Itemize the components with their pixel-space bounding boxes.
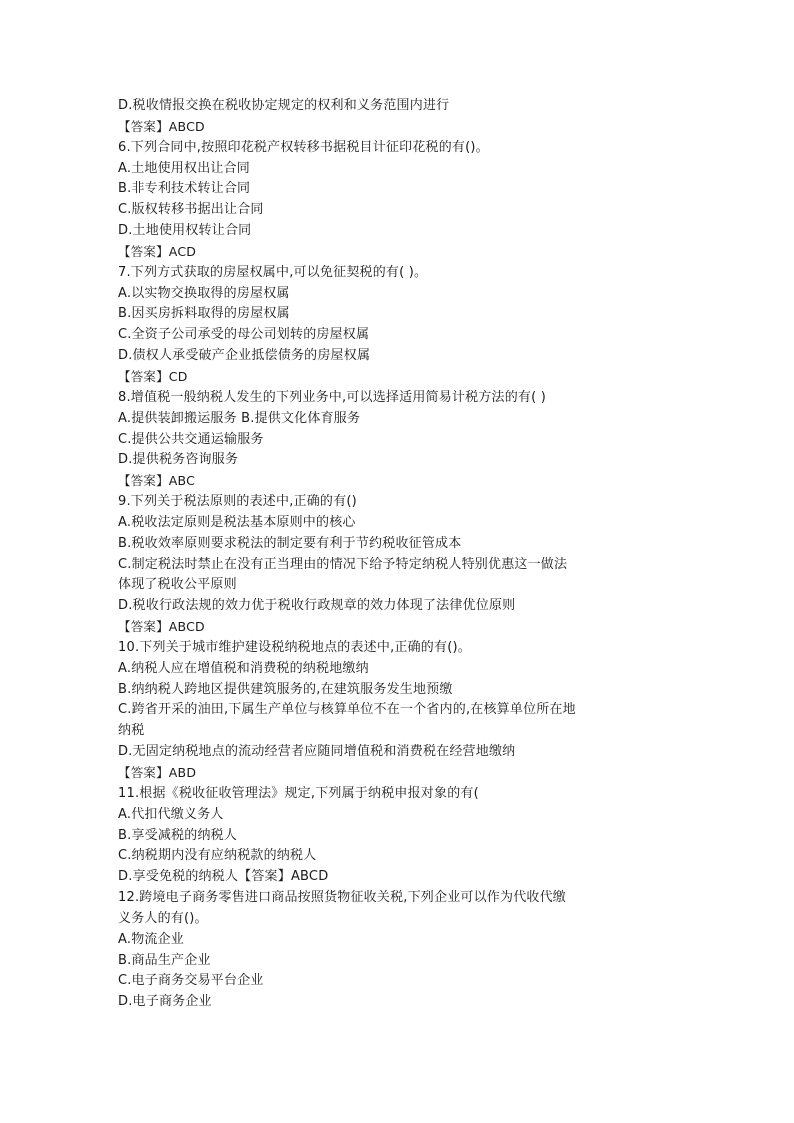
option-d-q10: D.无固定纳税地点的流动经营者应随同增值税和消费税在经营地缴纳 [118,744,516,760]
option-a-q6: A.土地使用权出让合同 [118,160,250,176]
answer-q7: 【答案】CD [118,368,188,384]
question-12-cont: 义务人的有()。 [118,910,208,926]
answer-q5: 【答案】ABCD [118,118,205,134]
option-ab-q8: A.提供装卸搬运服务 B.提供文化体育服务 [118,410,361,426]
answer-q8: 【答案】ABC [118,473,196,489]
question-9: 9.下列关于税法原则的表述中,正确的有() [118,494,357,510]
option-d-q6: D.土地使用权转让合同 [118,223,252,239]
option-c-q9: C.制定税法时禁止在没有正当理由的情况下给予特定纳税人特别优惠这一做法 [118,556,568,572]
option-d-q5: D.税收情报交换在税收协定规定的权利和义务范围内进行 [118,98,450,113]
option-d-q12: D.电子商务企业 [118,994,212,1010]
answer-q10: 【答案】ABD [118,765,197,780]
option-a-q9: A.税收法定原则是税法基本原则中的核心 [118,514,356,530]
option-a-q12: A.物流企业 [118,931,184,947]
question-10: 10.下列关于城市维护建设税纳税地点的表述中,正确的有()。 [118,639,471,655]
option-c-q7: C.全资子公司承受的母公司划转的房屋权属 [118,327,370,343]
option-d-q9: D.税收行政法规的效力优于税收行政规章的效力体现了法律优位原则 [118,598,516,614]
option-d-answer-q11: D.享受免税的纳税人【答案】ABCD [118,869,329,885]
option-b-q6: B.非专利技术转让合同 [118,181,251,197]
option-d-q8: D.提供税务咨询服务 [118,452,239,468]
option-c-q9-cont: 体现了税收公平原则 [118,577,237,593]
option-a-q10: A.纳税人应在增值税和消费税的纳税地缴纳 [118,660,369,676]
answer-q6: 【答案】ACD [118,243,197,259]
option-c-q12: C.电子商务交易平台企业 [118,973,264,989]
option-d-q7: D.债权人承受破产企业抵偿债务的房屋权属 [118,348,371,364]
option-c-q10: C.跨省开采的油田,下属生产单位与核算单位不在一个省内的,在核算单位所在地 [118,702,576,718]
option-b-q11: B.享受减税的纳税人 [118,827,238,843]
option-c-q6: C.版权转移书据出让合同 [118,202,264,218]
question-11: 11.根据《税收征收管理法》规定,下列属于纳税申报对象的有( [118,785,479,801]
option-a-q7: A.以实物交换取得的房屋权属 [118,285,290,301]
option-a-q11: A.代扣代缴义务人 [118,806,224,822]
option-c-q8: C.提供公共交通运输服务 [118,431,264,447]
question-12: 12.跨境电子商务零售进口商品按照货物征收关税,下列企业可以作为代收代缴 [118,890,567,906]
option-c-q10-cont: 纳税 [118,723,145,739]
question-6: 6.下列合同中,按照印花税产权转移书据税目计征印花税的有()。 [118,139,489,155]
option-b-q9: B.税收效率原则要求税法的制定要有利于节约税收征管成本 [118,535,462,551]
option-b-q10: B.纳纳税人跨地区提供建筑服务的,在建筑服务发生地预缴 [118,681,453,697]
question-8: 8.增值税一般纳税人发生的下列业务中,可以选择适用简易计税方法的有( ) [118,389,547,405]
option-c-q11: C.纳税期内没有应纳税款的纳税人 [118,848,317,864]
question-7: 7.下列方式获取的房屋权属中,可以免征契税的有( )。 [118,264,428,280]
document-page [118,96,738,1013]
option-b-q7: B.因买房拆料取得的房屋权属 [118,306,290,322]
answer-q9: 【答案】ABCD [118,619,205,635]
option-b-q12: B.商品生产企业 [118,952,211,968]
